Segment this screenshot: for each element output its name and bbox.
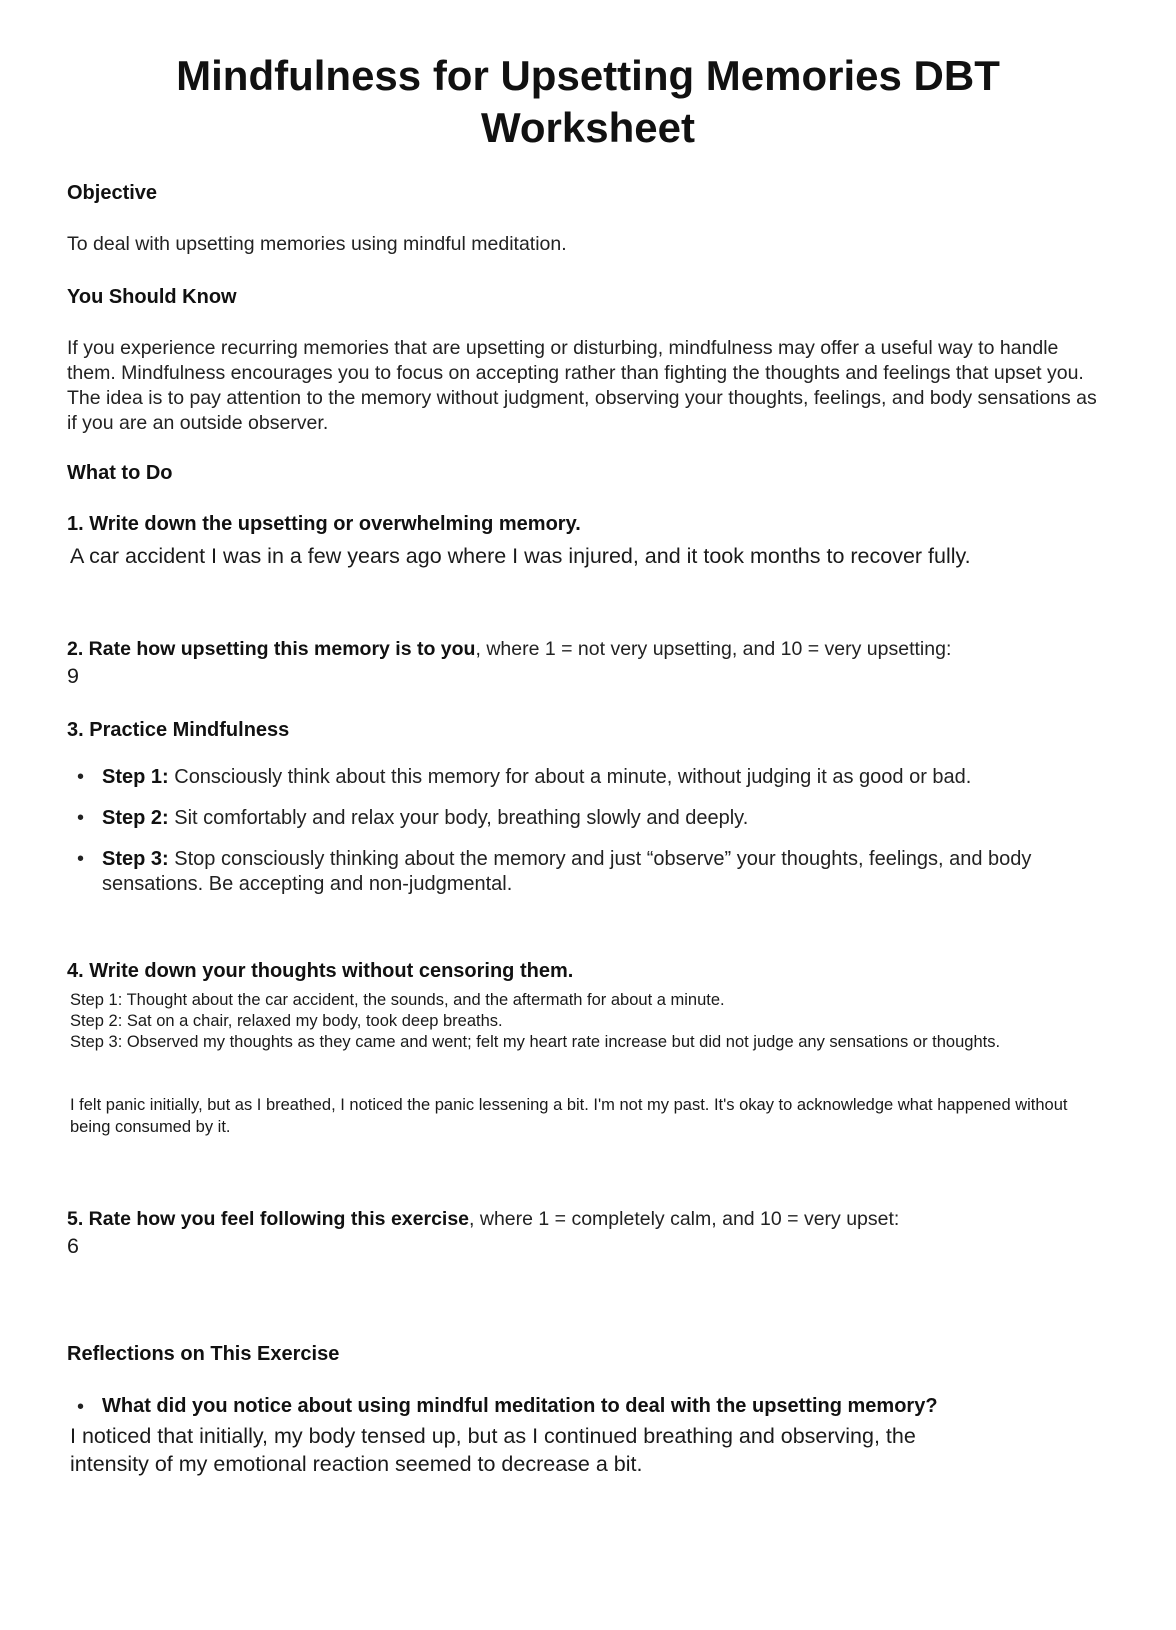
question-2-label	[67, 637, 1107, 662]
step-1-label: Step 1:	[102, 766, 169, 788]
reflection-question: What did you notice about using mindful meditation to deal with the upsetting memory?	[102, 1395, 938, 1417]
objective-heading: Objective	[67, 182, 158, 204]
step-1-item	[102, 765, 1112, 790]
question-4-answer-line: Step 3: Observed my thoughts as they came and went; felt my heart rate increase but did not judge any sensations or thoughts.	[70, 1033, 1001, 1051]
question-2-answer: 9	[67, 664, 79, 688]
step-3-item	[102, 847, 1112, 897]
step-2-text: Sit comfortably and relax your body, breathing slowly and deeply.	[168, 807, 749, 829]
question-4-answer-line: Step 2: Sat on a chair, relaxed my body, took deep breaths.	[70, 1012, 503, 1030]
question-5-answer: 6	[67, 1234, 79, 1258]
question-5-label-rest: , where 1 = completely calm, and 10 = very upset:	[469, 1208, 900, 1230]
question-5-label-bold: 5. Rate how you feel following this exercise	[67, 1208, 470, 1230]
page-title: Mindfulness for Upsetting Memories DBT Worksheet	[176, 52, 1000, 151]
question-2-label-rest: , where 1 = not very upsetting, and 10 = very upsetting:	[475, 638, 952, 660]
question-1-answer: A car accident I was in a few years ago where I was injured, and it took months to recover fully.	[70, 544, 971, 568]
step-3-text: Stop consciously thinking about the memory and just “observe” your thoughts, feelings, and body sensations. Be accepting and non-judgmental.	[102, 848, 1032, 895]
question-1-label: 1. Write down the upsetting or overwhelming memory.	[67, 513, 581, 535]
step-2-label: Step 2:	[102, 807, 169, 829]
reflections-heading: Reflections on This Exercise	[67, 1343, 340, 1365]
step-1-text: Consciously think about this memory for about a minute, without judging it as good or bad.	[168, 766, 972, 788]
question-5-label	[67, 1207, 1107, 1232]
step-3-label: Step 3:	[102, 848, 169, 870]
step-2-item	[102, 806, 1112, 831]
you-should-know-heading: You Should Know	[67, 286, 237, 308]
question-4-answer-paragraph: I felt panic initially, but as I breathed, I noticed the panic lessening a bit. I'm not my past. It's okay to acknowledge what happened without being consumed by it.	[70, 1096, 1068, 1136]
bullet-icon: •	[77, 766, 85, 788]
question-4-answer-line: Step 1: Thought about the car accident, the sounds, and the aftermath for about a minute.	[70, 991, 725, 1009]
bullet-icon: •	[77, 807, 85, 829]
question-2-label-bold: 2. Rate how upsetting this memory is to you	[67, 638, 476, 660]
reflection-answer: I noticed that initially, my body tensed up, but as I continued breathing and observing, the intensity of my emotional reaction seemed to decrease a bit.	[70, 1424, 916, 1476]
bullet-icon: •	[77, 1396, 85, 1418]
question-4-label: 4. Write down your thoughts without censoring them.	[67, 960, 574, 982]
question-3-heading: 3. Practice Mindfulness	[67, 719, 290, 741]
what-to-do-heading: What to Do	[67, 462, 173, 484]
bullet-icon: •	[77, 848, 85, 870]
you-should-know-text: If you experience recurring memories that are upsetting or disturbing, mindfulness may offer a useful way to handle them. Mindfulness encourages you to focus on accepting rather than fighting the thoughts and feelings that upset you. The idea is to pay attention to the memory without judgment, observing your thoughts, feelings, and body sensations as if you are an outside observer.	[67, 337, 1097, 434]
objective-text: To deal with upsetting memories using mindful meditation.	[67, 233, 567, 255]
